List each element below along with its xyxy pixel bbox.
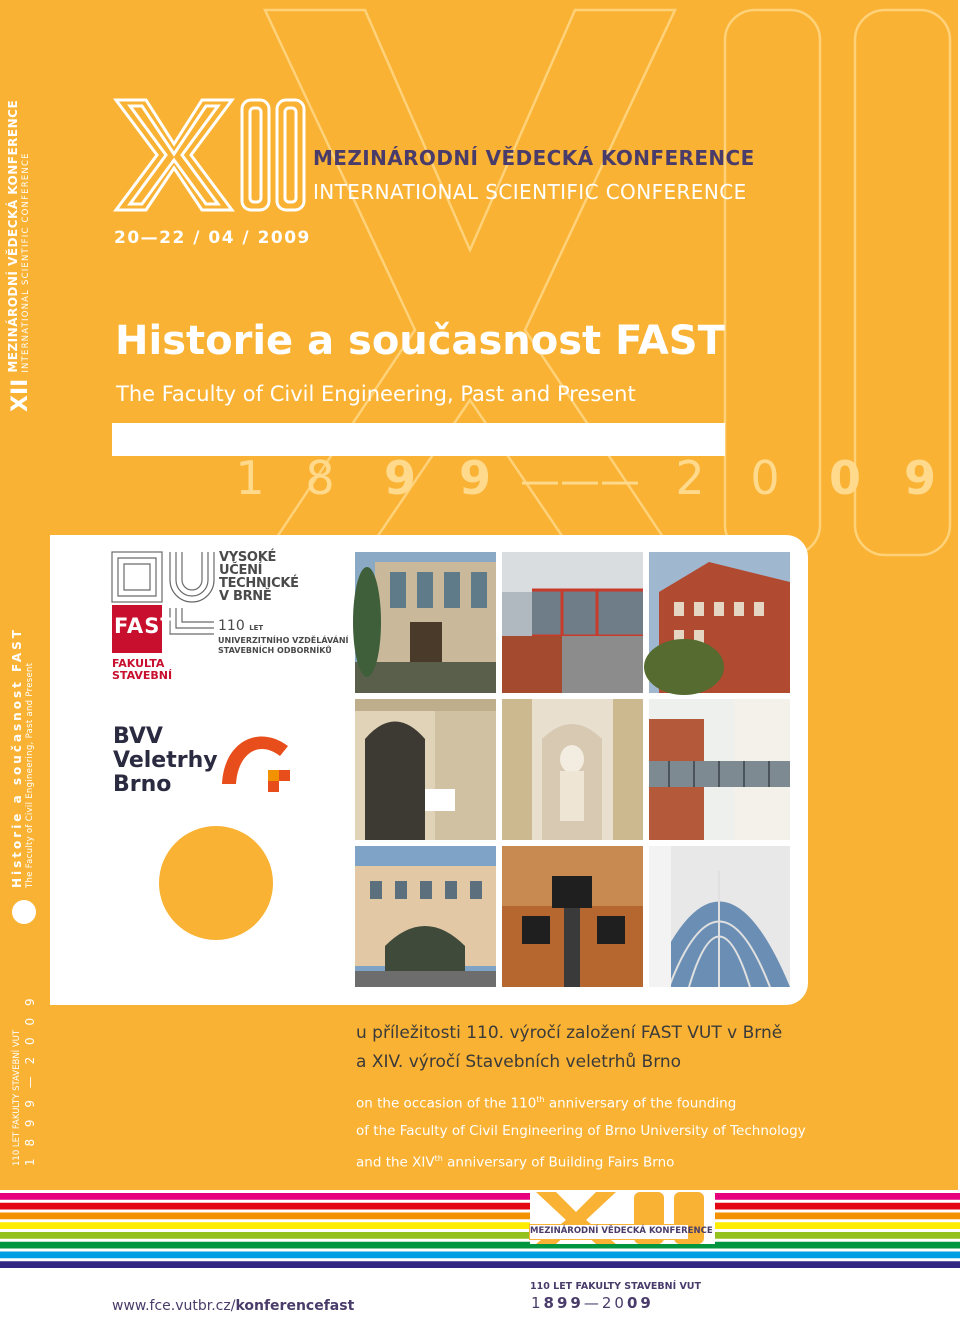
rainbow-stripe xyxy=(0,1213,960,1220)
side-strip xyxy=(0,0,52,1190)
occasion-cz-line1: u příležitosti 110. výročí založení FAST VUT v Brně xyxy=(356,1023,783,1043)
rainbow-stripe xyxy=(0,1242,960,1249)
side-conference-label xyxy=(6,100,33,412)
photo-street-lamps xyxy=(502,846,643,987)
url-plain: www.fce.vutbr.cz/ xyxy=(112,1298,236,1314)
occasion-en-line3 xyxy=(356,1145,806,1177)
rainbow-stripe xyxy=(0,1252,960,1259)
bvv-line1: BVV xyxy=(113,724,163,749)
side-years-label xyxy=(12,994,38,1166)
conference-title-cz: MEZINÁRODNÍ VĚDECKÁ KONFERENCE xyxy=(313,146,755,170)
orange-circle xyxy=(159,826,273,940)
side-dot xyxy=(12,900,36,924)
conference-dates: 20—22 / 04 / 2009 xyxy=(114,228,311,248)
vut-line: UČENÍ xyxy=(219,563,263,578)
photo-arched-gateway xyxy=(355,699,496,840)
years-digit: 1 xyxy=(235,451,265,505)
years-digit: ——— xyxy=(520,458,640,504)
years-digit: 9 xyxy=(903,451,937,505)
occasion-en-line1-a: on the occasion of the 110 xyxy=(356,1095,537,1112)
main-title-en: The Faculty of Civil Engineering, Past and Present xyxy=(116,382,636,406)
vut-line: VYSOKÉ xyxy=(219,550,277,565)
university-education xyxy=(218,636,349,656)
header-xii-logo xyxy=(112,96,307,214)
photo-historic-building xyxy=(355,552,496,693)
let-number: 110 xyxy=(218,618,245,634)
vut-name xyxy=(219,551,299,603)
years-digit: 0 xyxy=(750,451,780,505)
footer-years-c: —20 xyxy=(583,1294,627,1312)
rainbow-stripe xyxy=(0,1193,960,1200)
side-title-label xyxy=(10,627,36,888)
let-110 xyxy=(218,618,263,634)
occasion-en xyxy=(356,1086,806,1176)
occasion-en-line3-a: and the XIV xyxy=(356,1154,435,1170)
occasion-en-line1 xyxy=(356,1086,806,1118)
url-bold: konferencefast xyxy=(235,1298,355,1314)
main-title-cz: Historie a současnost FAST xyxy=(115,318,725,364)
side-anniversary: 110 LET FAKULTY STAVEBNÍ VUT xyxy=(12,1029,22,1166)
photo-glass-bridge xyxy=(502,552,643,693)
rainbow-stripe xyxy=(0,1261,960,1268)
years-digit: 9 xyxy=(383,451,417,505)
fakulta-line2: STAVEBNÍ xyxy=(112,669,173,682)
vut-line: V BRNĚ xyxy=(219,589,272,604)
side-conference-en: INTERNATIONAL SCIENTIFIC CONFERENCE xyxy=(21,152,31,373)
footer-years-a: 1 xyxy=(531,1294,544,1312)
fast-logo-text: FAST xyxy=(114,614,176,638)
years-digit: 2 xyxy=(675,451,705,505)
years-digit: 8 xyxy=(305,451,335,505)
occasion-cz xyxy=(356,1019,782,1077)
years-digit: 9 xyxy=(458,451,492,505)
rainbow-stripe xyxy=(0,1222,960,1229)
occasion-en-line2: of the Faculty of Civil Engineering of Brno University of Technology xyxy=(356,1122,806,1139)
footer-years-b: 899 xyxy=(543,1294,584,1312)
photo-glass-roof xyxy=(649,846,790,987)
bvv-line3: Brno xyxy=(113,772,172,797)
rainbow-stripe xyxy=(0,1232,960,1239)
bvv-line2: Veletrhy xyxy=(113,748,218,773)
rainbow-stripes xyxy=(0,1192,960,1270)
occasion-en-line3-sup: th xyxy=(434,1153,443,1163)
conference-title-en: INTERNATIONAL SCIENTIFIC CONFERENCE xyxy=(313,180,747,204)
occasion-en-line1-sup: th xyxy=(536,1095,545,1104)
website-link[interactable] xyxy=(112,1298,354,1314)
photo-grid xyxy=(355,552,791,988)
footer-years xyxy=(531,1294,654,1312)
photo-statue-niche xyxy=(502,699,643,840)
side-numeral: XII xyxy=(7,378,33,412)
footer-anniversary: 110 LET FAKULTY STAVEBNÍ VUT xyxy=(530,1281,701,1292)
years-banner xyxy=(235,450,940,505)
side-title-cz: Historie a současnost FAST xyxy=(10,627,24,888)
vut-line: TECHNICKÉ xyxy=(219,576,299,591)
photo-arcade-building xyxy=(355,846,496,987)
uni-line2: STAVEBNÍCH ODBORNÍKŮ xyxy=(218,646,332,655)
fakulta-line1: FAKULTA xyxy=(112,657,165,670)
bvv-logo-text xyxy=(113,725,218,797)
side-years: 1 8 9 9 — 2 0 0 9 xyxy=(23,994,37,1166)
footer-years-d: 09 xyxy=(626,1294,654,1312)
side-title-en: The Faculty of Civil Engineering, Past and Present xyxy=(25,662,35,888)
bvv-arch-mark xyxy=(218,722,296,794)
footer-conference-label: MEZINÁRODNÍ VĚDECKÁ KONFERENCE xyxy=(529,1224,689,1240)
years-digit: 0 xyxy=(828,451,862,505)
occasion-en-line1-b: anniversary of the founding xyxy=(544,1095,737,1112)
occasion-en-line3-b: anniversary of Building Fairs Brno xyxy=(442,1154,675,1170)
occasion-cz-line2: a XIV. výročí Stavebních veletrhů Brno xyxy=(356,1052,682,1072)
fakulta-stavebni xyxy=(112,658,172,682)
photo-modern-walkway xyxy=(649,699,790,840)
rainbow-stripe xyxy=(0,1203,960,1210)
uni-line1: UNIVERZITNÍHO VZDĚLÁVÁNÍ xyxy=(218,636,349,645)
side-conference-cz: MEZINÁRODNÍ VĚDECKÁ KONFERENCE xyxy=(6,99,20,373)
let-word: LET xyxy=(249,624,264,632)
photo-red-brick-building xyxy=(649,552,790,693)
